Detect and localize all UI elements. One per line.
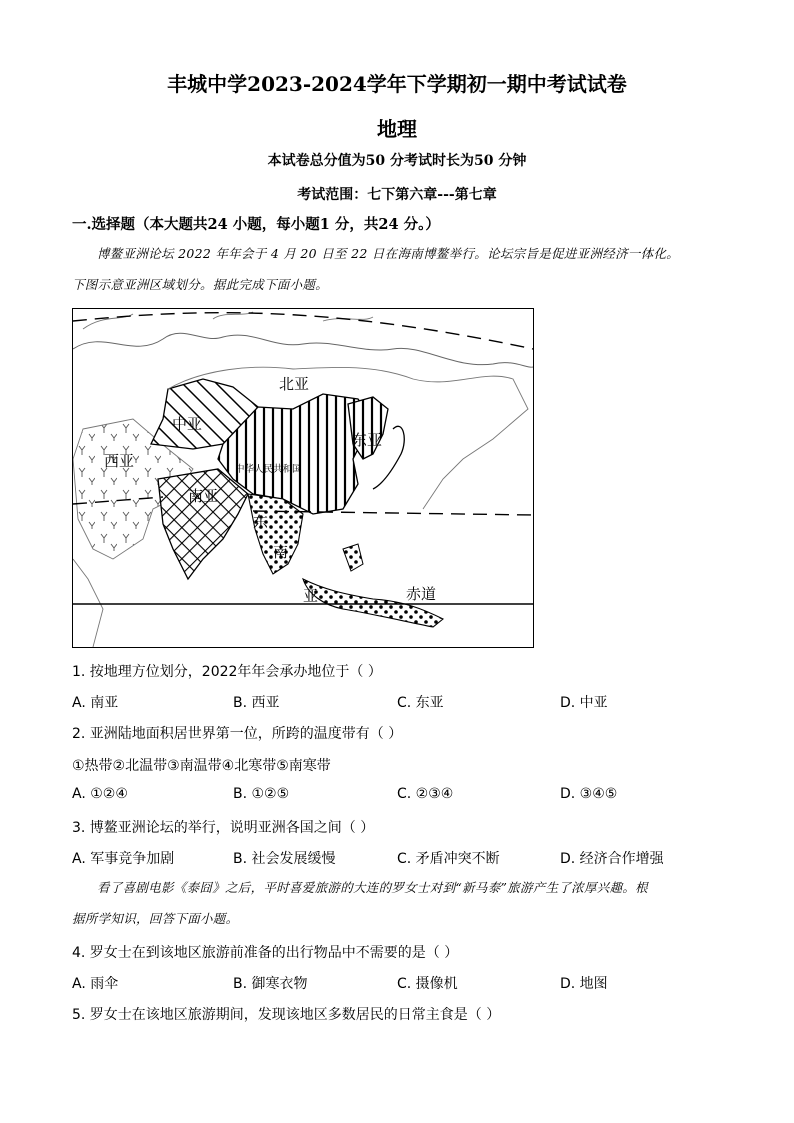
- question-2-choices: ①热带②北温带③南温带④北寒带⑤南寒带: [72, 758, 331, 774]
- question-1-option-d[interactable]: D. 中亚: [560, 695, 608, 711]
- question-1-option-b[interactable]: B. 西亚: [233, 695, 280, 711]
- subject-title: 地理: [377, 117, 417, 141]
- philippines: [343, 544, 363, 571]
- label-southeast-nan: 南: [273, 543, 289, 561]
- label-southeast-ya: 亚: [303, 587, 319, 605]
- passage-2: [72, 872, 722, 934]
- label-south-asia: 南亚: [188, 487, 219, 505]
- arctic-coast: [73, 333, 533, 367]
- region-southeast-asia-mainland: [248, 494, 303, 574]
- question-2-option-d[interactable]: D. ③④⑤: [560, 786, 618, 802]
- question-2-option-c[interactable]: C. ②③④: [397, 786, 454, 802]
- passage-1-line-1: 博鳌亚洲论坛 2022 年年会于 4 月 20 日至 22 日在海南博鳌举行。论坛宗旨是促进亚洲经济一体化。: [97, 246, 680, 261]
- passage-2-line-1: 看了喜剧电影《泰囧》之后，平时喜爱旅游的大连的罗女士对到“新马泰”旅游产生了浓厚兴趣。根: [97, 880, 648, 895]
- question-3-option-c[interactable]: C. 矛盾冲突不断: [397, 851, 500, 867]
- question-4-option-a[interactable]: A. 雨伞: [72, 976, 119, 992]
- label-east-asia: 东亚: [352, 431, 383, 449]
- question-3-option-a[interactable]: A. 军事竞争加剧: [72, 851, 175, 867]
- question-4-stem: 4. 罗女士在到该地区旅游前准备的出行物品中不需要的是（ ）: [72, 945, 459, 961]
- label-west-asia: 西亚: [104, 452, 135, 470]
- question-5-stem: 5. 罗女士在该地区旅游期间，发现该地区多数居民的日常主食是（ ）: [72, 1007, 501, 1023]
- passage-2-line-2: 据所学知识，回答下面小题。: [72, 911, 239, 926]
- question-4-option-d[interactable]: D. 地图: [560, 976, 608, 992]
- question-4-option-b[interactable]: B. 御寒衣物: [233, 976, 308, 992]
- question-1-option-c[interactable]: C. 东亚: [397, 695, 444, 711]
- label-southeast-dong: 东: [253, 513, 269, 531]
- label-north-asia: 北亚: [279, 375, 310, 393]
- question-2-option-a[interactable]: A. ①②④: [72, 786, 128, 802]
- exam-scope: 考试范围：七下第六章---第七章: [297, 187, 497, 203]
- label-central-asia: 中亚: [172, 415, 203, 433]
- question-3-option-d[interactable]: D. 经济合作增强: [560, 851, 664, 867]
- label-equator: 赤道: [406, 585, 437, 603]
- exam-title: 丰城中学2023-2024学年下学期初一期中考试试卷: [167, 72, 627, 96]
- label-china: 中华人民共和国: [235, 464, 302, 475]
- passage-1: [72, 238, 722, 300]
- asia-region-map: [72, 308, 534, 648]
- question-4-option-c[interactable]: C. 摄像机: [397, 976, 458, 992]
- score-time-info: 本试卷总分值为50 分考试时长为50 分钟: [267, 153, 527, 169]
- question-3-stem: 3. 博鳌亚洲论坛的举行，说明亚洲各国之间（ ）: [72, 820, 375, 836]
- question-2-stem: 2. 亚洲陆地面积居世界第一位，所跨的温度带有（ ）: [72, 726, 403, 742]
- passage-1-line-2: 下图示意亚洲区域划分。据此完成下面小题。: [72, 277, 329, 292]
- question-1-stem: 1. 按地理方位划分，2022年年会承办地位于（ ）: [72, 664, 382, 680]
- question-3-option-b[interactable]: B. 社会发展缓慢: [233, 851, 336, 867]
- north-islands: [83, 312, 373, 329]
- region-south-asia: [158, 469, 248, 579]
- africa-coast: [73, 559, 103, 647]
- section-heading: 一.选择题（本大题共24 小题，每小题1 分，共24 分。）: [72, 216, 440, 233]
- question-2-option-b[interactable]: B. ①②⑤: [233, 786, 290, 802]
- question-1-option-a[interactable]: A. 南亚: [72, 695, 119, 711]
